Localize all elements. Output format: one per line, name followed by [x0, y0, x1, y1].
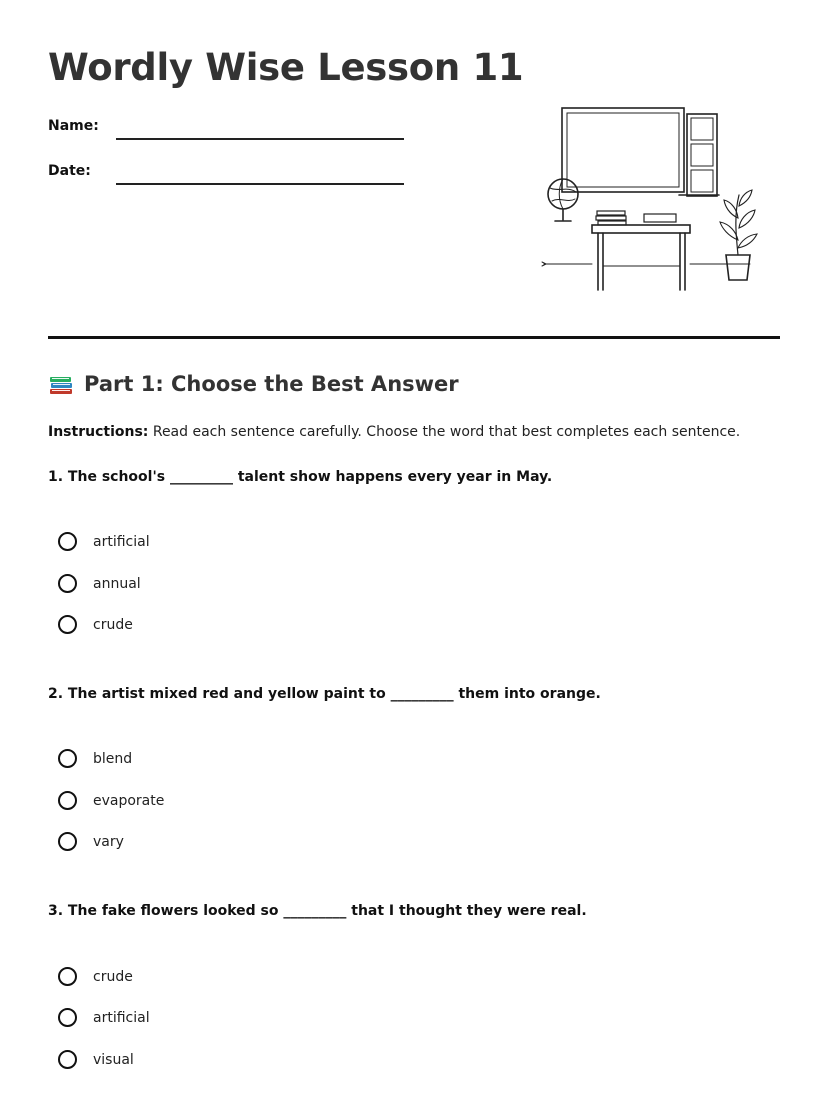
instructions-label: Instructions:: [48, 424, 149, 440]
chalkboard-inner: [567, 113, 679, 187]
radio-button[interactable]: [58, 749, 77, 768]
radio-button[interactable]: [58, 532, 77, 551]
part1-heading-text: Part 1: Choose the Best Answer: [84, 372, 459, 396]
option-q3-a[interactable]: [58, 967, 133, 986]
option-label: visual: [93, 1051, 134, 1068]
name-line[interactable]: [116, 138, 404, 140]
desk-top: [592, 225, 690, 233]
question-1: 1. The school's _________ talent show happens every year in May.: [48, 469, 553, 485]
date-label: Date:: [48, 163, 91, 179]
book: [597, 211, 625, 215]
chalkboard: [562, 108, 684, 192]
option-label: annual: [93, 575, 141, 592]
radio-button[interactable]: [58, 791, 77, 810]
option-q3-c[interactable]: [58, 1050, 134, 1069]
books-icon: [48, 372, 74, 396]
question-3: 3. The fake flowers looked so _________ that I thought they were real.: [48, 903, 587, 919]
radio-button[interactable]: [58, 1050, 77, 1069]
section-divider: [48, 336, 780, 339]
option-label: vary: [93, 833, 124, 850]
option-q3-b[interactable]: [58, 1008, 150, 1027]
tray: [644, 214, 676, 222]
window-pane: [691, 118, 713, 140]
option-q2-a[interactable]: [58, 749, 132, 768]
plant-pot: [726, 255, 750, 280]
question-2: 2. The artist mixed red and yellow paint to _________ them into orange.: [48, 686, 601, 702]
part1-heading: [48, 372, 459, 396]
book: [596, 216, 626, 220]
option-q1-b[interactable]: [58, 574, 141, 593]
radio-button[interactable]: [58, 574, 77, 593]
instructions: [48, 424, 740, 440]
option-q1-a[interactable]: [58, 532, 150, 551]
instructions-text: Read each sentence carefully. Choose the word that best completes each sentence.: [148, 424, 741, 440]
option-label: artificial: [93, 1009, 150, 1026]
globe: [548, 179, 578, 209]
name-label: Name:: [48, 118, 99, 134]
window-pane: [691, 170, 713, 192]
option-q2-c[interactable]: [58, 832, 124, 851]
radio-button[interactable]: [58, 967, 77, 986]
option-label: evaporate: [93, 792, 165, 809]
window-pane: [691, 144, 713, 166]
worksheet-title: Wordly Wise Lesson 11: [48, 46, 524, 89]
radio-button[interactable]: [58, 1008, 77, 1027]
radio-button[interactable]: [58, 832, 77, 851]
radio-button[interactable]: [58, 615, 77, 634]
option-q2-b[interactable]: [58, 791, 164, 810]
classroom-illustration: [536, 100, 762, 296]
date-line[interactable]: [116, 183, 404, 185]
option-label: blend: [93, 750, 133, 767]
option-q1-c[interactable]: [58, 615, 133, 634]
option-label: crude: [93, 616, 133, 633]
option-label: artificial: [93, 533, 150, 550]
option-label: crude: [93, 968, 133, 985]
